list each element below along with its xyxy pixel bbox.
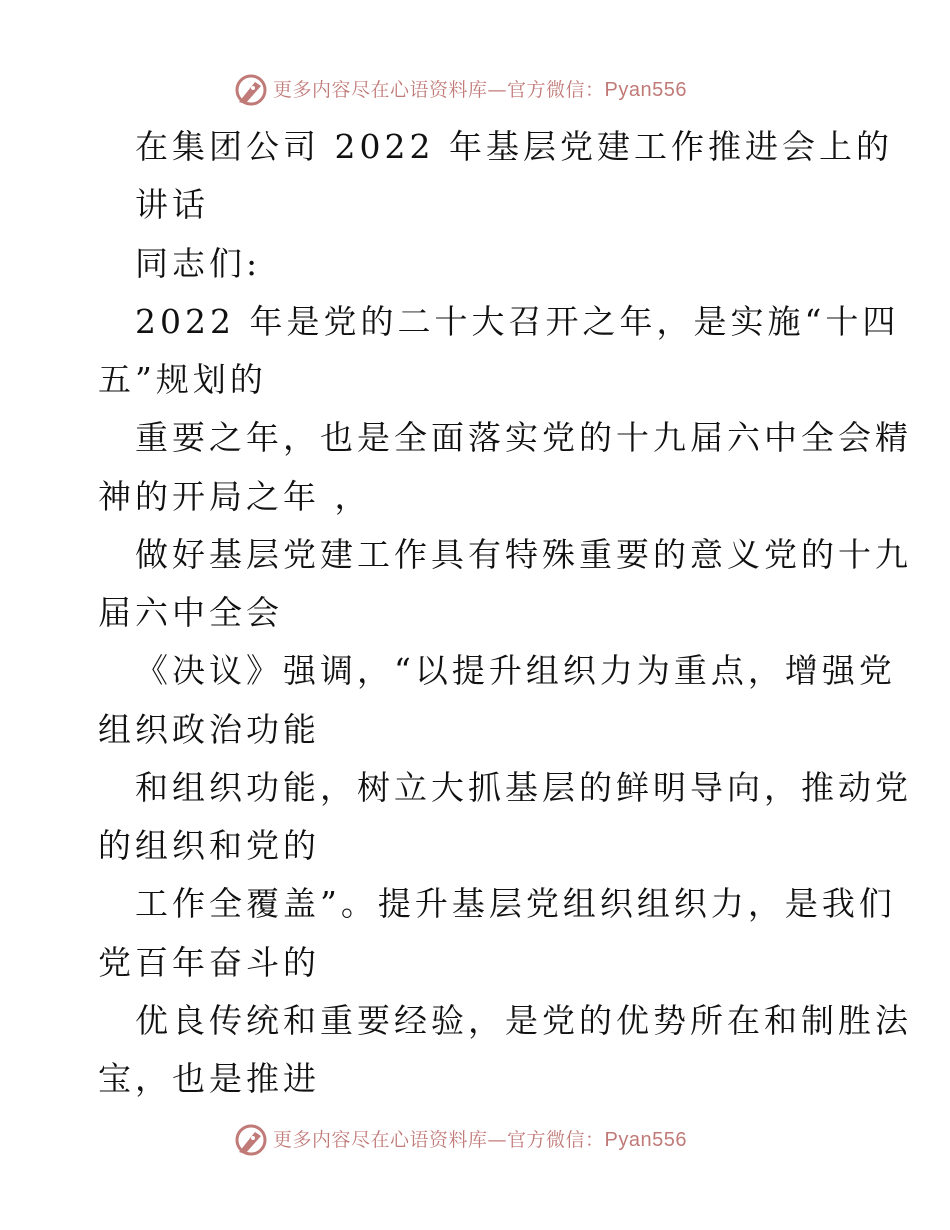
title-line-1: 在集团公司 2022 年基层党建工作推进会上的 xyxy=(135,127,893,166)
watermark-library-text: 更多内容尽在心语资料库 xyxy=(273,79,488,101)
text-line: 届六中全会 xyxy=(98,593,283,632)
text-line: 重要之年，也是全面落实党的十九届六中全会精 xyxy=(135,418,912,457)
salutation: 同志们: xyxy=(135,244,262,283)
watermark-banner-bottom xyxy=(0,1120,950,1160)
watermark-library-text: 更多内容尽在心语资料库 xyxy=(273,1129,488,1151)
watermark-wechat-id: Pyan556 xyxy=(604,1129,687,1151)
text-line: 神的开局之年 ， xyxy=(98,477,372,516)
text-line: 和组织功能，树立大抓基层的鲜明导向，推动党 xyxy=(135,768,912,807)
text-line: 做好基层党建工作具有特殊重要的意义党的十九 xyxy=(135,535,912,574)
title-line-2: 讲话 xyxy=(135,185,209,224)
text-line: 优良传统和重要经验，是党的优势所在和制胜法 xyxy=(135,1001,912,1040)
watermark-official-label: 官方微信： xyxy=(507,1129,605,1151)
text-line: 2022 年是党的二十大召开之年，是实施“十四 xyxy=(135,302,900,341)
watermark-wechat-id: Pyan556 xyxy=(604,79,687,101)
text-line: 工作全覆盖”。提升基层党组织组织力，是我们 xyxy=(135,884,896,923)
watermark-dash: — xyxy=(487,1129,508,1151)
watermark-official-label: 官方微信： xyxy=(507,79,605,101)
watermark-dash: — xyxy=(487,79,508,101)
text-line: 宝，也是推进 xyxy=(98,1059,320,1098)
text-line: 的组织和党的 xyxy=(98,826,320,865)
text-line: 《决议》强调，“以提升组织力为重点，增强党 xyxy=(135,651,896,690)
text-line: 五”规划的 xyxy=(98,360,267,399)
text-line: 组织政治功能 xyxy=(98,710,320,749)
text-line: 党百年奋斗的 xyxy=(98,943,320,982)
watermark-text xyxy=(273,1127,687,1153)
pen-nib-circle-icon xyxy=(233,1122,269,1158)
